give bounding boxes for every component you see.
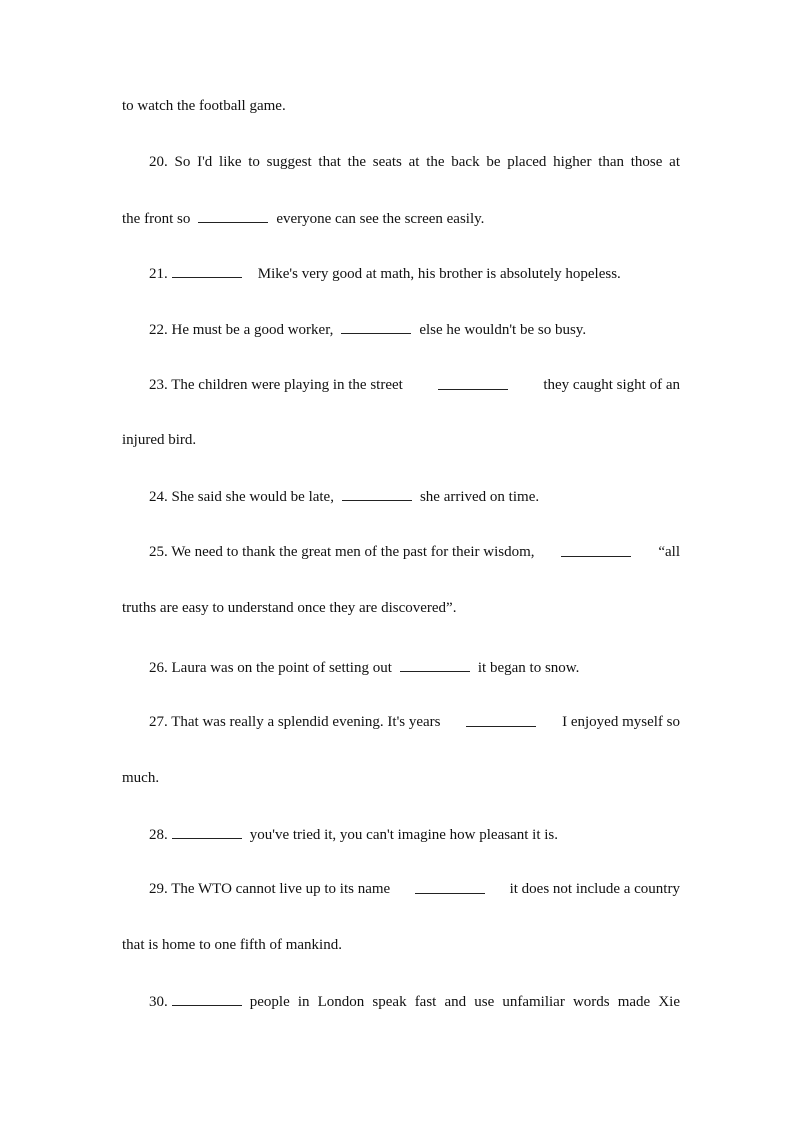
question-20: [149, 152, 680, 172]
line-text: people in London speak fast and use unfamiliar words made Xie: [249, 994, 680, 1010]
answer-blank[interactable]: [198, 208, 268, 223]
question-22: [149, 319, 680, 340]
question-21: [149, 263, 680, 284]
answer-blank[interactable]: [342, 486, 412, 501]
line-text: 23. The children were playing in the street: [149, 377, 403, 393]
line-text: 26. Laura was on the point of setting out: [149, 660, 392, 676]
answer-blank[interactable]: [415, 879, 485, 894]
question-23-continued: [122, 430, 680, 450]
answer-blank[interactable]: [341, 319, 411, 334]
answer-blank[interactable]: [438, 375, 508, 390]
question-25: [149, 542, 680, 562]
question-26: [149, 657, 680, 678]
answer-blank[interactable]: [172, 824, 242, 839]
line-text: Mike's very good at math, his brother is absolutely hopeless.: [257, 266, 621, 282]
line-text: 25. We need to thank the great men of the past for their wisdom,: [149, 544, 535, 560]
line-text: I enjoyed myself so: [562, 714, 680, 730]
question-25-continued: [122, 598, 680, 618]
line-text: 27. That was really a splendid evening. It's years: [149, 714, 441, 730]
line-text: 22. He must be a good worker,: [149, 322, 334, 338]
question-20-continued: [122, 208, 680, 229]
answer-blank[interactable]: [172, 991, 242, 1006]
question-number: 21.: [149, 266, 168, 282]
question-23: [149, 375, 680, 395]
line-text: to watch the football game.: [122, 98, 286, 114]
line-text: everyone can see the screen easily.: [276, 211, 485, 227]
answer-blank[interactable]: [400, 657, 470, 672]
line-text: injured bird.: [122, 432, 197, 448]
question-27-continued: [122, 768, 680, 788]
question-30: [149, 991, 680, 1012]
line-text: she arrived on time.: [419, 489, 540, 505]
line-text: it began to snow.: [477, 660, 580, 676]
question-29-continued: [122, 935, 680, 955]
line-text: 20. So I'd like to suggest that the seats at the back be placed higher than those at: [149, 154, 680, 170]
question-24: [149, 486, 680, 507]
line-text: 29. The WTO cannot live up to its name: [149, 881, 391, 897]
question-27: [149, 712, 680, 732]
line-text: 24. She said she would be late,: [149, 489, 334, 505]
line-text: they caught sight of an: [543, 377, 680, 393]
line-text: much.: [122, 770, 160, 786]
line-text: you've tried it, you can't imagine how pleasant it is.: [249, 827, 559, 843]
answer-blank[interactable]: [561, 542, 631, 557]
answer-blank[interactable]: [172, 263, 242, 278]
text-line: [122, 96, 680, 116]
question-29: [149, 879, 680, 899]
question-28: [149, 824, 680, 845]
question-number: 28.: [149, 827, 168, 843]
question-number: 30.: [149, 994, 168, 1010]
line-text: “all: [658, 544, 680, 560]
line-text: it does not include a country: [509, 881, 680, 897]
line-text: else he wouldn't be so busy.: [419, 322, 587, 338]
line-text: the front so: [122, 211, 191, 227]
line-text: truths are easy to understand once they are discovered”.: [122, 600, 457, 616]
answer-blank[interactable]: [466, 712, 536, 727]
line-text: that is home to one fifth of mankind.: [122, 937, 342, 953]
